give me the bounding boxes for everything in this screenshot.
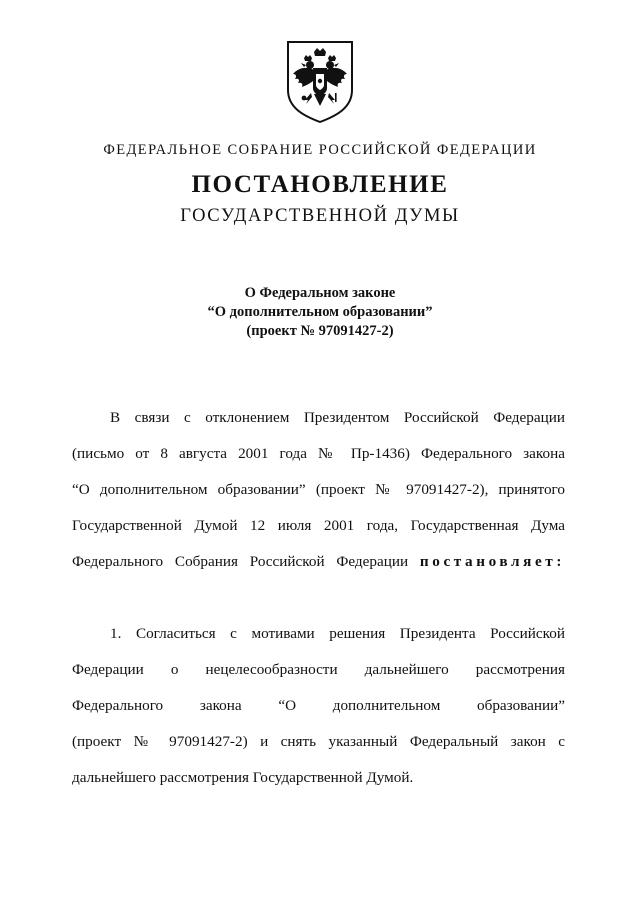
document-issuer: ГОСУДАРСТВЕННОЙ ДУМЫ	[180, 206, 460, 226]
resolves-word: постановляет:	[419, 553, 566, 570]
text-line: дальнейшего рассмотрения Государственной Думой.	[72, 769, 414, 786]
document-type: ПОСТАНОВЛЕНИЕ	[191, 171, 449, 198]
text-line: В связи с отклонением Президентом Российской Федерации	[110, 409, 565, 426]
text-line-resolves	[72, 544, 565, 580]
text-fragment: Федерального Собрания Российской Федерации	[72, 553, 409, 570]
double-headed-eagle-icon	[284, 38, 356, 124]
item-1-paragraph	[72, 616, 565, 796]
text-line: Государственной Думой 12 июля 2001 года, Государственная Дума	[72, 517, 565, 534]
subject-line: “О дополнительном образовании”	[207, 304, 433, 320]
text-line: (проект № 97091427-2) и снять указанный Федеральный закон с	[72, 733, 565, 750]
text-line: “О дополнительном образовании” (проект № 97091427-2), принятого	[72, 481, 565, 498]
subject-line: О Федеральном законе	[244, 285, 396, 301]
preamble-paragraph	[72, 400, 565, 580]
text-line: (письмо от 8 августа 2001 года № Пр-1436) Федерального закона	[72, 445, 565, 462]
document-subject	[0, 284, 640, 341]
assembly-name: ФЕДЕРАЛЬНОЕ СОБРАНИЕ РОССИЙСКОЙ ФЕДЕРАЦИИ	[103, 142, 537, 158]
text-line: Федерального закона “О дополнительном образовании”	[72, 697, 565, 714]
state-emblem	[284, 38, 356, 124]
text-line: Федерации о нецелесообразности дальнейшего рассмотрения	[72, 661, 565, 678]
subject-line: (проект № 97091427-2)	[246, 323, 394, 339]
text-line: 1. Согласиться с мотивами решения Президента Российской	[110, 625, 565, 642]
